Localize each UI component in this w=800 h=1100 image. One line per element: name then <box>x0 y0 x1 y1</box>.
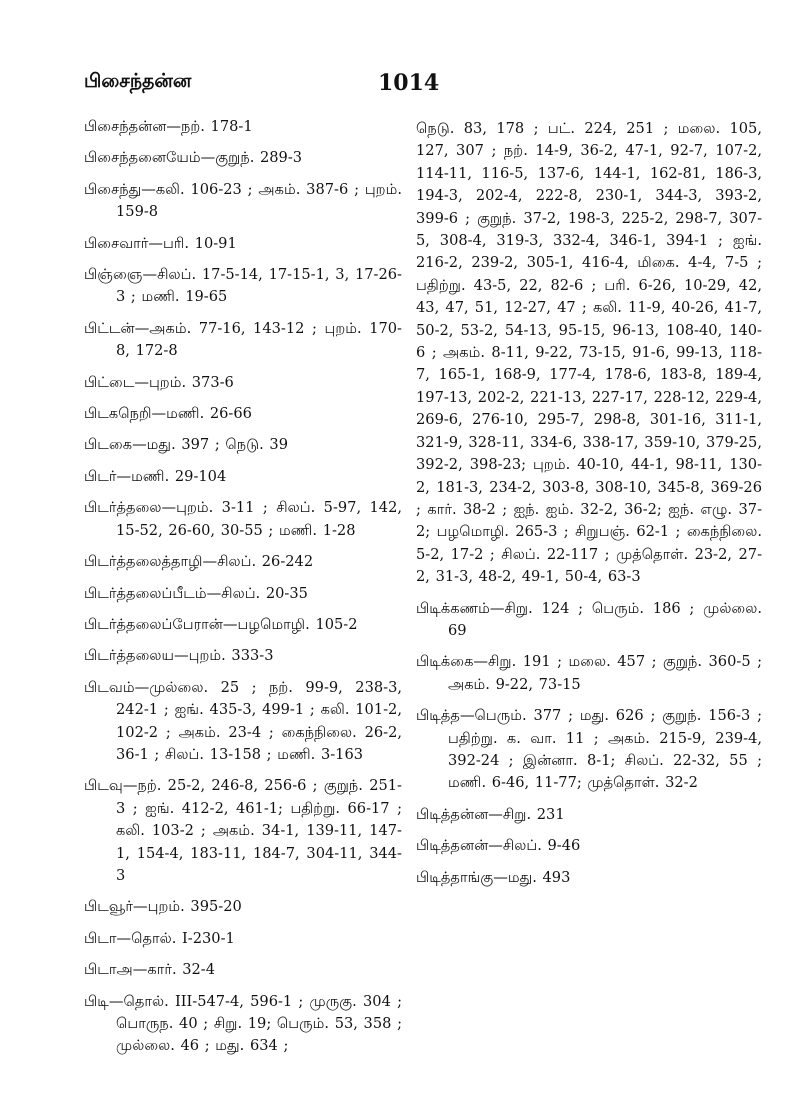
index-entry: பிடர்த்தலைப்பீடம்—சிலப். 20-35 <box>84 584 308 602</box>
index-entry: பிட்டன்—அகம். 77-16, 143-12 ; புறம். 170-8, 172-8 <box>84 319 402 360</box>
index-entry: பிடர்த்தலைய—புறம். 333-3 <box>84 647 274 665</box>
index-entry: பிடவூர்—புறம். 395-20 <box>84 898 242 916</box>
index-entry: பிசைந்தனையேம்—குறுந். 289-3 <box>84 149 303 167</box>
index-entry: பிடகை—மது. 397 ; நெடு. 39 <box>84 436 288 454</box>
index-entry: பிடவம்—முல்லை. 25 ; நற். 99-9, 238-3, 242-1 ; ஐங். 435-3, 499-1 ; கலி. 101-2, 102-2 ; அகம். 23-4 ; கைந்நிலை. 26-2, 36-1 ; சிலப். 13-158 ; மணி. 3-163 <box>84 678 402 763</box>
index-entry: பிடர்—மணி. 29-104 <box>84 467 227 485</box>
index-entry-continuation: நெடு. 83, 178 ; பட். 224, 251 ; மலை. 105, 127, 307 ; நற். 14-9, 36-2, 47-1, 92-7, 107-2, 114-11, 116-5, 137-6, 144-1, 162-81, 186-3, 194-3, 202-4, 222-8, 230-1, 344-3, 393-2, 399-6 ; குறுந். 37-2, 198-3, 225-2, 298-7, 307-5, 308-4, 319-3, 332-4, 346-1, 394-1 ; ஐங். 216-2, 239-2, 305-1, 416-4, மிகை. 4-4, 7-5 ; பதிற்று. 43-5, 22, 82-6 ; பரி. 6-26, 10-29, 42, 43, 47, 51, 12-27, 47 ; கலி. 11-9, 40-26, 41-7, 50-2, 53-2, 54-13, 95-15, 96-13, 108-40, 140-6 ; அகம். 8-11, 9-22, 73-15, 91-6, 99-13, 118-7, 165-1, 168-9, 177-4, 178-6, 183-8, 189-4, 197-13, 202-2, 221-13, 227-17, 228-12, 229-4, 269-6, 276-10, 295-7, 298-8, 301-16, 311-1, 321-9, 328-11, 334-6, 338-17, 359-10, 379-25, 392-2, 398-23; புறம். 40-10, 44-1, 98-11, 130-2, 181-3, 234-2, 303-8, 308-10, 345-8, 369-26 ; கார். 38-2 ; ஐந். ஐம். 32-2, 36-2; ஐந். எழு. 37-2; பழமொழி. 265-3 ; சிறுபஞ். 62-1 ; கைந்நிலை. 5-2, 17-2 ; சிலப். 22-117 ; முத்தொள். 23-2, 27-2, 31-3, 48-2, 49-1, 50-4, 63-3 <box>416 120 762 586</box>
index-entry: பிடர்த்தலைப்பேரான்—பழமொழி. 105-2 <box>84 615 358 633</box>
index-entry: பிசைந்து—கலி. 106-23 ; அகம். 387-6 ; புறம். 159-8 <box>84 180 402 221</box>
index-entry: பிடா—தொல். I-230-1 <box>84 929 235 947</box>
index-entry: பிடித்த—பெரும். 377 ; மது. 626 ; குறுந். 156-3 ; பதிற்று. க. வா. 11 ; அகம். 215-9, 239-4, 392-24 ; இன்னா. 8-1; சிலப். 22-32, 55 ; மணி. 6-46, 11-77; முத்தொள். 32-2 <box>416 707 762 792</box>
index-entry: பிடித்தாங்கு—மது. 493 <box>416 868 571 886</box>
index-entry: பிடி—தொல். III-547-4, 596-1 ; முருகு. 304 ; பொருந. 40 ; சிறு. 19; பெரும். 53, 358 ; முல்லை. 46 ; மது. 634 ; <box>84 992 402 1055</box>
index-entry: பிடவு—நற். 25-2, 246-8, 256-6 ; குறுந். 251-3 ; ஐங். 412-2, 461-1; பதிற்று. 66-17 ; கலி. 103-2 ; அகம். 34-1, 139-11, 147-1, 154-4, 183-11, 184-7, 304-11, 344-3 <box>84 777 402 884</box>
index-entry: பிடர்த்தலைத்தாழி—சிலப். 26-242 <box>84 553 314 571</box>
index-entry: பிசைவார்—பரி. 10-91 <box>84 234 237 252</box>
right-column <box>416 118 762 898</box>
index-entry: பிசைந்தன்ன—நற். 178-1 <box>84 118 253 135</box>
index-entry: பிடித்தனன்—சிலப். 9-46 <box>416 837 581 855</box>
index-entry: பிடிக்கணம்—சிறு. 124 ; பெரும். 186 ; முல்லை. 69 <box>416 599 762 639</box>
index-entry: பிட்டை—புறம். 373-6 <box>84 373 234 391</box>
page-number: 1014 <box>378 70 440 96</box>
index-entry: பிடாஅ—கார். 32-4 <box>84 961 216 979</box>
running-headword: பிசைந்தன்ன <box>84 70 192 92</box>
index-entry: பிஞ்ஞை—சிலப். 17-5-14, 17-15-1, 3, 17-26-3 ; மணி. 19-65 <box>84 266 402 306</box>
index-entry: பிடித்தன்ன—சிறு. 231 <box>416 805 565 823</box>
index-entry: பிடகநெறி—மணி. 26-66 <box>84 405 252 423</box>
left-column <box>84 116 402 1067</box>
index-entry: பிடர்த்தலை—புறம். 3-11 ; சிலப். 5-97, 142, 15-52, 26-60, 30-55 ; மணி. 1-28 <box>84 499 402 539</box>
index-entry: பிடிக்கை—சிறு. 191 ; மலை. 457 ; குறுந். 360-5 ; அகம். 9-22, 73-15 <box>416 653 762 693</box>
